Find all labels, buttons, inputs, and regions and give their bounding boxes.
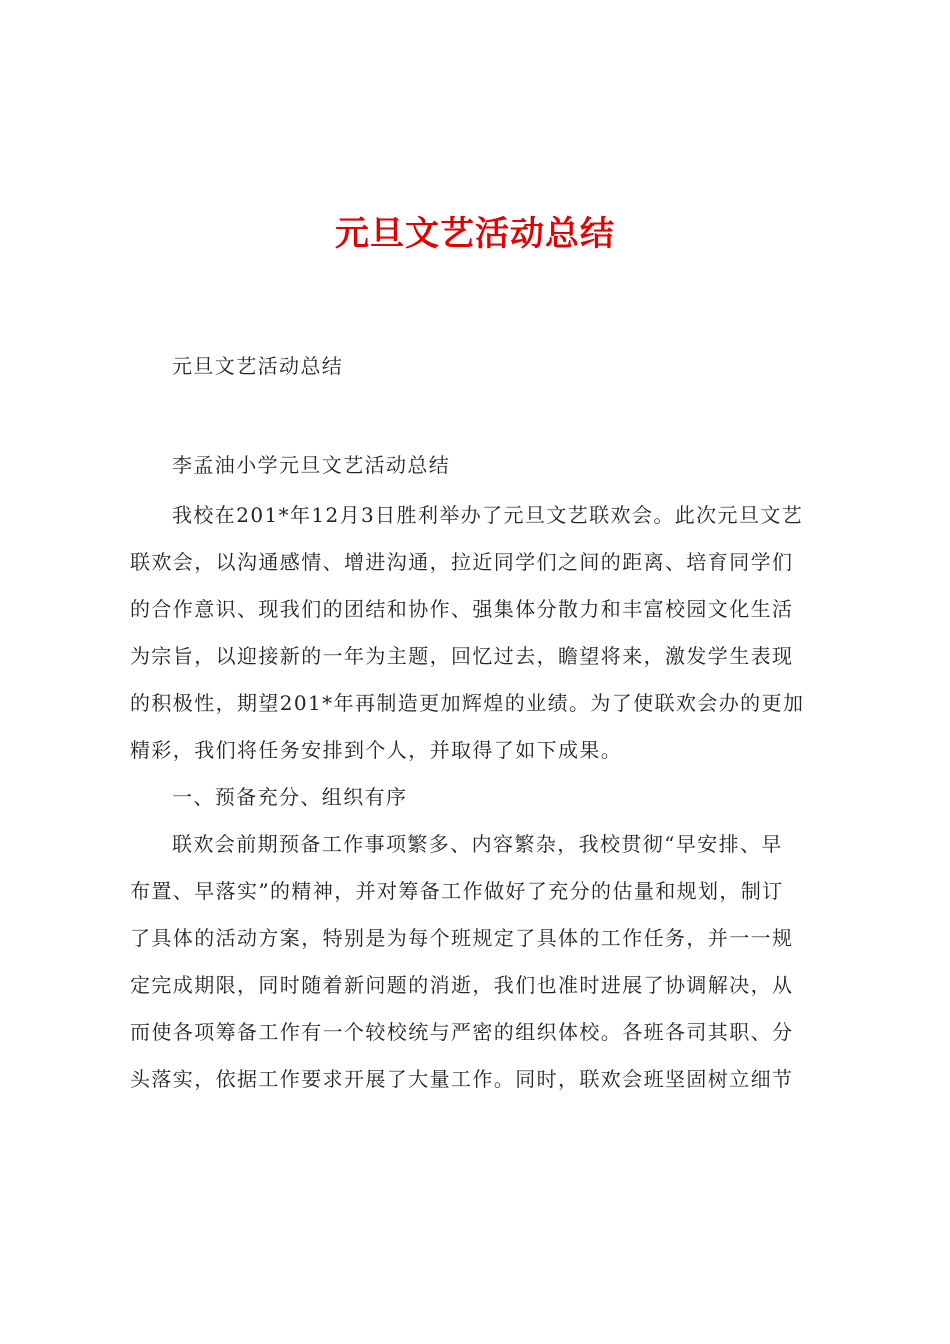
paragraph-line: 的合作意识、现我们的团结和协作、强集体分散力和丰富校园文化生活	[130, 597, 794, 621]
paragraph-line: 联欢会，以沟通感情、增进沟通，拉近同学们之间的距离、培育同学们	[130, 550, 794, 574]
school-heading: 李孟油小学元旦文艺活动总结	[172, 453, 451, 477]
paragraph-line: 而使各项筹备工作有一个较校统与严密的组织体校。各班各司其职、分	[130, 1020, 794, 1044]
paragraph-line: 我校在201*年12月3日胜利举办了元旦文艺联欢会。此次元旦文艺	[172, 503, 804, 527]
paragraph-line: 定完成期限，同时随着新问题的消逝，我们也准时进展了协调解决，从	[130, 973, 794, 997]
paragraph-line: 的积极性，期望201*年再制造更加辉煌的业绩。为了使联欢会办的更加	[130, 691, 805, 715]
paragraph-line: 精彩，我们将任务安排到个人，并取得了如下成果。	[130, 738, 623, 762]
document-title: 元旦文艺活动总结	[335, 214, 615, 254]
document-subtitle: 元旦文艺活动总结	[172, 354, 344, 378]
paragraph-line: 了具体的活动方案，特别是为每个班规定了具体的工作任务，并一一规	[130, 926, 794, 950]
section-heading: 一、预备充分、组织有序	[172, 785, 408, 809]
paragraph-line: 头落实，依据工作要求开展了大量工作。同时，联欢会班坚固树立细节	[130, 1067, 794, 1091]
paragraph-line: 联欢会前期预备工作事项繁多、内容繁杂，我校贯彻“早安排、早	[172, 832, 783, 856]
paragraph-line: 布置、早落实”的精神，并对筹备工作做好了充分的估量和规划，制订	[130, 879, 784, 903]
paragraph-line: 为宗旨，以迎接新的一年为主题，回忆过去，瞻望将来，激发学生表现	[130, 644, 794, 668]
